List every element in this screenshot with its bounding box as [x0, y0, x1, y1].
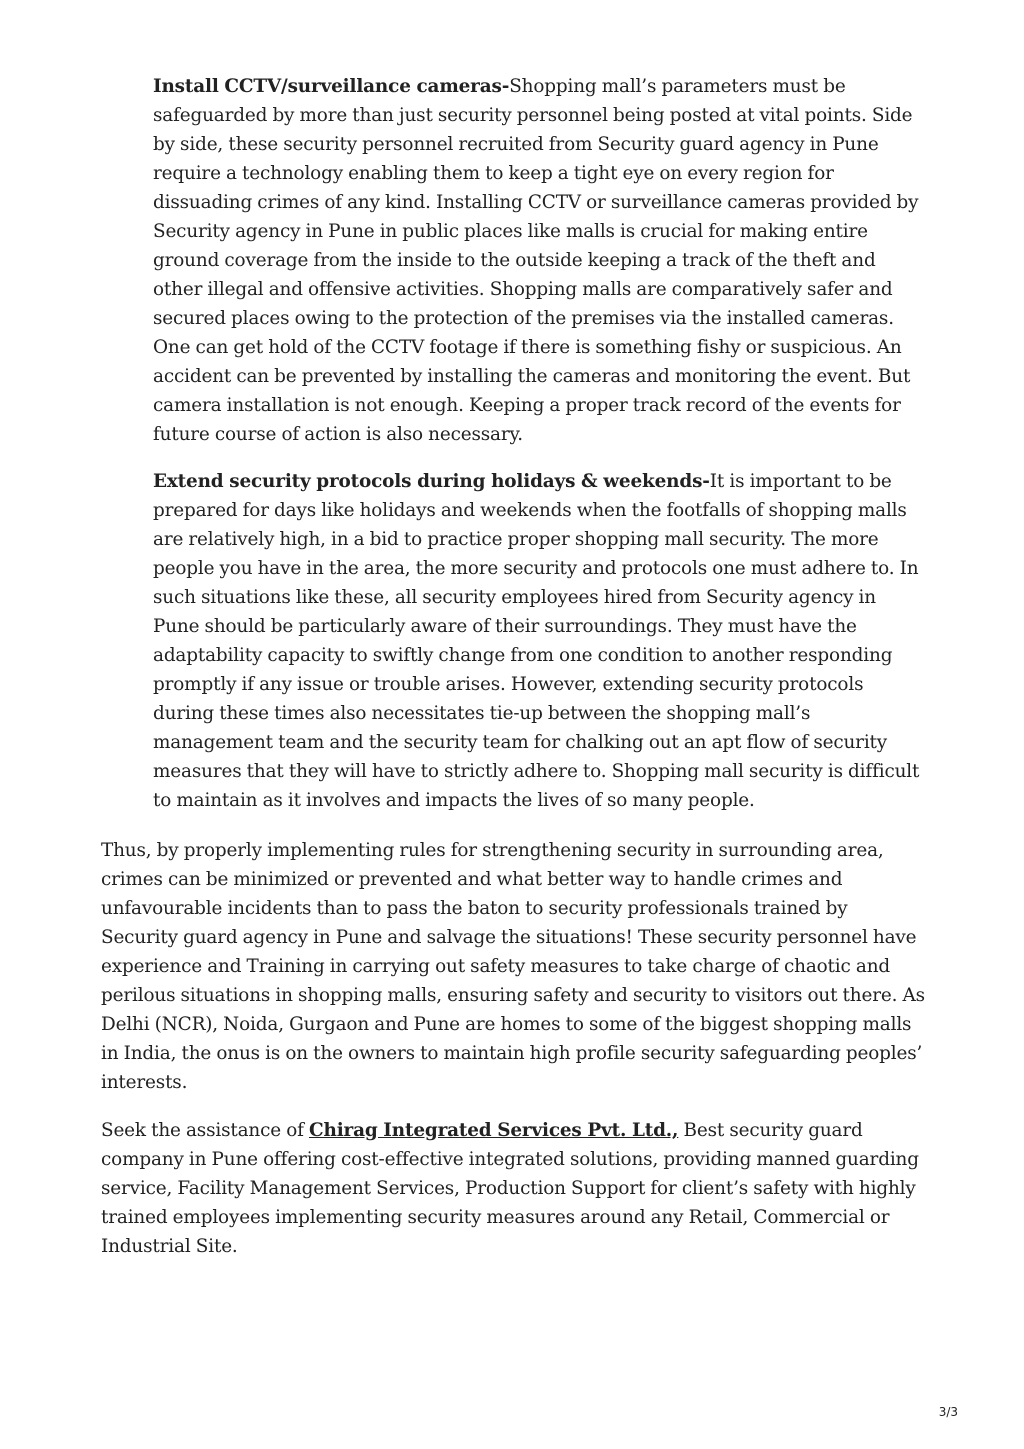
- holidays-section-heading: Extend security protocols during holidays & weekends-: [153, 471, 710, 492]
- closing-text-after: Best security guard company in Pune offering cost-effective integrated solutions, providing manned guarding service, Facility Management Services, Production Support for client’s safety with highly trained employees implementing security measures around any Retail, Commercial or Industrial Site.: [101, 1120, 919, 1257]
- cctv-section: [153, 72, 925, 449]
- holidays-section-body: It is important to be prepared for days like holidays and weekends when the footfalls of shopping malls are relatively high, in a bid to practice proper shopping mall security. The more people you have in the area, the more security and protocols one must adhere to. In such situations like these, all security employees hired from Security agency in Pune should be particularly aware of their surroundings. They must have the adaptability capacity to swiftly change from one condition to another responding promptly if any issue or trouble arises. However, extending security protocols during these times also necessitates tie-up between the shopping mall’s management team and the security team for chalking out an apt flow of security measures that they will have to strictly adhere to. Shopping mall security is difficult to maintain as it involves and impacts the lives of so many people.: [153, 471, 920, 811]
- closing-paragraph: [101, 1116, 925, 1261]
- conclusion-paragraph: Thus, by properly implementing rules for strengthening security in surrounding area, crimes can be minimized or prevented and what better way to handle crimes and unfavourable incidents than to pass the baton to security professionals trained by Security guard agency in Pune and salvage the situations! These security personnel have experience and Training in carrying out safety measures to take charge of chaotic and perilous situations in shopping malls, ensuring safety and security to visitors out there. As Delhi (NCR), Noida, Gurgaon and Pune are homes to some of the biggest shopping malls in India, the onus is on the owners to maintain high profile security safeguarding peoples’ interests.: [101, 840, 925, 1093]
- closing-text-before: Seek the assistance of: [101, 1120, 309, 1141]
- cctv-section-body: Shopping mall’s parameters must be safeguarded by more than just security personnel being posted at vital points. Side by side, these security personnel recruited from Security guard agency in Pune require a technology enabling them to keep a tight eye on every region for dissuading crimes of any kind. Installing CCTV or surveillance cameras provided by Security agency in Pune in public places like malls is crucial for making entire ground coverage from the inside to the outside keeping a track of the theft and other illegal and offensive activities. Shopping malls are comparatively safer and secured places owing to the protection of the premises via the installed cameras. One can get hold of the CCTV footage if there is something fishy or suspicious. An accident can be prevented by installing the cameras and monitoring the event. But camera installation is not enough. Keeping a proper track record of the events for future course of action is also necessary.: [153, 76, 919, 445]
- company-link[interactable]: Chirag Integrated Services Pvt. Ltd.,: [308, 1120, 679, 1141]
- holidays-section: [153, 467, 925, 815]
- cctv-section-heading: Install CCTV/surveillance cameras-: [153, 76, 510, 97]
- page-number: 3/3: [938, 1405, 958, 1419]
